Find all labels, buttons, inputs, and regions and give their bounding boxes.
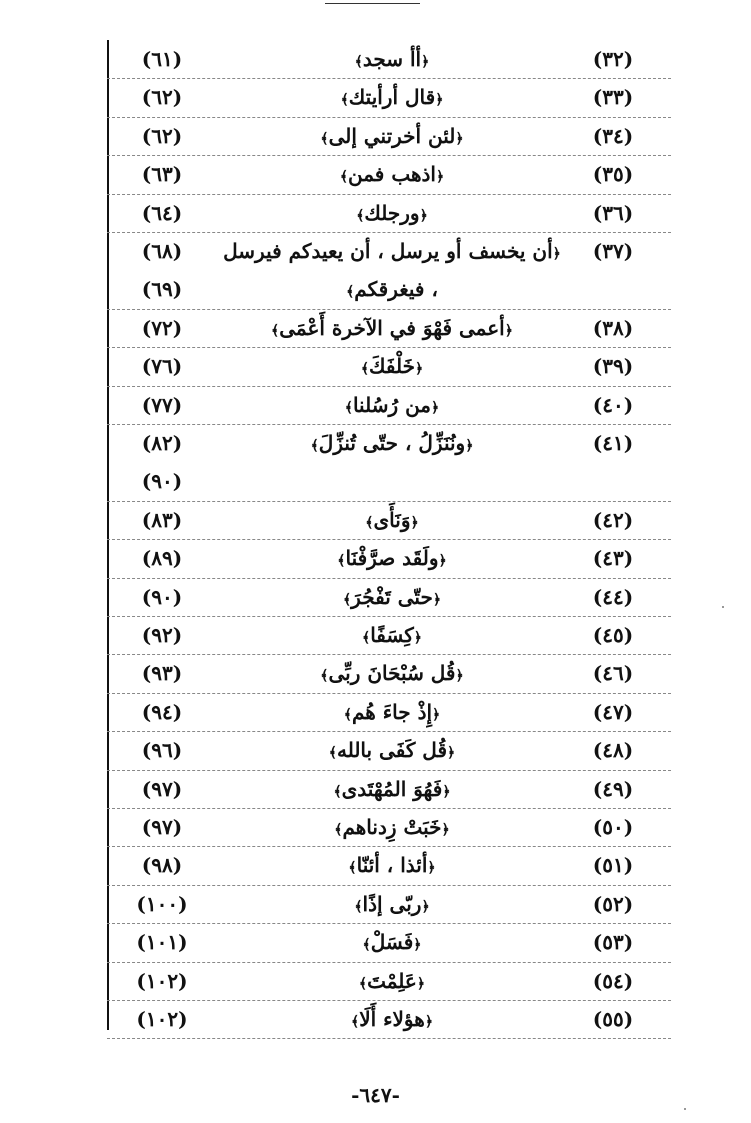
- verse-text: [217, 578, 567, 616]
- ornate-bracket-close-icon: ﴾: [344, 399, 353, 416]
- verse-number: (٣٣): [592, 85, 634, 110]
- page-reference: (٦٩): [141, 277, 183, 302]
- index-row: [107, 885, 671, 924]
- index-row: [107, 962, 671, 1001]
- verse-number: (٤١): [592, 431, 634, 455]
- verse-text: [217, 117, 567, 155]
- index-row-line: [107, 386, 671, 424]
- index-row: [107, 155, 671, 194]
- page-reference: (٩٦): [141, 738, 183, 763]
- verse-words: أن يخسف أو يرسل ، أن يعيدكم فيرسل: [223, 239, 553, 263]
- page-reference: (٩٠): [141, 469, 183, 494]
- ornate-bracket-open-icon: ﴿: [432, 706, 441, 723]
- verse-text: [217, 616, 567, 654]
- page-reference: (٩٨): [141, 853, 183, 878]
- verse-text: [217, 1000, 567, 1038]
- ornate-bracket-close-icon: ﴾: [354, 898, 363, 915]
- verse-number: (٤٨): [592, 738, 634, 763]
- verse-number: (٣٦): [592, 200, 634, 225]
- page-reference: (٨٢): [141, 431, 183, 455]
- index-row: [107, 539, 671, 578]
- page-reference: (١٠١): [136, 930, 188, 955]
- index-row: [107, 578, 671, 617]
- index-row-line: [107, 962, 671, 1000]
- verse-number: (٣٩): [592, 354, 634, 379]
- index-row-line: [107, 770, 671, 808]
- page-reference: (٩٧): [141, 776, 183, 801]
- verse-text: [217, 846, 567, 884]
- verse-text: [217, 232, 567, 270]
- page-reference: (١٠٠): [136, 891, 188, 916]
- index-row: [107, 117, 671, 156]
- verse-words: قُل كَفَى بالله: [336, 738, 448, 763]
- index-row: [107, 501, 671, 540]
- ornate-bracket-open-icon: ﴿: [424, 1014, 434, 1030]
- ornate-bracket-open-icon: ﴿: [447, 745, 456, 762]
- ornate-bracket-close-icon: ﴾: [320, 668, 329, 685]
- verse-words: هؤلاء أَلَا: [359, 1007, 425, 1031]
- verse-words: كِسَفًا: [370, 623, 414, 647]
- index-row: [107, 731, 671, 770]
- verse-words: ولَقَد صرَّفْنَا: [345, 546, 439, 571]
- verse-words: ورجلك: [364, 200, 420, 225]
- page-reference: (٧٢): [141, 315, 183, 340]
- index-row: [107, 424, 671, 502]
- index-row-line: [107, 731, 671, 769]
- index-row: [107, 923, 671, 962]
- verse-number: (٥٠): [592, 815, 634, 839]
- page-reference: (٦٤): [141, 200, 183, 225]
- top-rule: [325, 3, 420, 4]
- verse-text: [217, 885, 567, 923]
- page-reference: (٩٧): [141, 815, 183, 839]
- index-row-line: [107, 808, 671, 846]
- index-row-line: [107, 616, 671, 654]
- verse-words: وَنَأَى: [373, 507, 411, 532]
- index-row-line: [107, 654, 671, 692]
- index-row: [107, 654, 671, 693]
- index-row: [107, 347, 671, 386]
- verse-text: [217, 962, 567, 1000]
- index-row-line: [107, 424, 671, 462]
- verse-text: [217, 194, 567, 232]
- index-row-line: [107, 462, 671, 500]
- index-row-line: [107, 693, 671, 731]
- index-row-line: [107, 270, 671, 308]
- verse-number: (٤٠): [592, 392, 634, 417]
- verse-text: [217, 347, 567, 385]
- verse-words: اذهب فمن: [348, 162, 436, 187]
- page-reference: (٩٠): [141, 584, 183, 609]
- index-row-line: [107, 309, 671, 347]
- verse-words: قُل سُبْحَانَ ربِّى: [328, 661, 456, 686]
- ornate-bracket-close-icon: ﴾: [310, 438, 319, 454]
- index-row-line: [107, 155, 671, 193]
- verse-number: (٣٥): [592, 162, 634, 187]
- speck: [722, 606, 724, 608]
- index-row: [107, 309, 671, 348]
- ornate-bracket-close-icon: ﴾: [271, 322, 280, 339]
- index-row: [107, 846, 671, 885]
- speck: [684, 1108, 686, 1110]
- index-row-line: [107, 923, 671, 961]
- page-reference: (٦٣): [141, 162, 183, 187]
- verse-text: [217, 539, 567, 577]
- verse-text: [217, 693, 567, 731]
- verse-words: عَلِمْتَ: [367, 968, 417, 993]
- ornate-bracket-close-icon: ﴾: [360, 361, 370, 378]
- page-reference: (١٠٢): [136, 1007, 188, 1031]
- ornate-bracket-close-icon: ﴾: [337, 553, 346, 570]
- verse-text: [217, 270, 567, 308]
- index-row-line: [107, 40, 671, 78]
- ornate-bracket-open-icon: ﴿: [432, 591, 442, 608]
- page-reference: (٩٢): [141, 623, 183, 647]
- verse-number: (٤٩): [592, 776, 634, 801]
- ornate-bracket-open-icon: ﴿: [465, 438, 474, 454]
- verse-words: من رُسُلنا: [352, 392, 432, 417]
- verse-text: [217, 731, 567, 769]
- ornate-bracket-open-icon: ﴿: [552, 246, 561, 262]
- verse-words: أعمى فَهْوَ في الآخرة أَعْمَى: [279, 315, 505, 340]
- ornate-bracket-close-icon: ﴾: [358, 975, 368, 992]
- verse-text: [217, 424, 567, 462]
- ornate-bracket-open-icon: ﴿: [504, 322, 513, 339]
- verse-words: خَلْفَكَ: [369, 354, 415, 379]
- verse-words: ونُنَزِّلُ ، حتّى تُنزِّلَ: [318, 431, 466, 455]
- ornate-bracket-close-icon: ﴾: [320, 130, 329, 147]
- ornate-bracket-open-icon: ﴿: [419, 207, 428, 224]
- ornate-bracket-close-icon: ﴾: [365, 514, 374, 531]
- verse-text: [217, 309, 567, 347]
- verse-text: [217, 923, 567, 961]
- ornate-bracket-close-icon: ﴾: [362, 937, 371, 954]
- ornate-bracket-open-icon: ﴿: [413, 630, 422, 646]
- index-row: [107, 808, 671, 847]
- index-row-line: [107, 194, 671, 232]
- verse-text: [217, 386, 567, 424]
- verse-number: (٣٨): [592, 315, 634, 340]
- index-row: [107, 194, 671, 233]
- ornate-bracket-open-icon: ﴿: [455, 130, 464, 147]
- page-reference: (٧٧): [141, 392, 183, 417]
- ornate-bracket-close-icon: ﴾: [328, 745, 337, 762]
- index-row: [107, 78, 671, 117]
- ornate-bracket-open-icon: ﴿: [441, 822, 450, 838]
- verse-number: (٥١): [592, 853, 634, 878]
- verse-number: (٤٤): [592, 584, 634, 609]
- index-row-line: [107, 232, 671, 270]
- page-reference: (٩٤): [141, 699, 183, 724]
- page-reference: (٦٨): [141, 239, 183, 263]
- index-row-line: [107, 501, 671, 539]
- ornate-bracket-close-icon: ﴾: [339, 169, 349, 186]
- ornate-bracket-open-icon: ﴿: [410, 514, 419, 531]
- page-reference: (٦٢): [141, 123, 183, 148]
- index-row-line: [107, 539, 671, 577]
- verse-text: [217, 808, 567, 846]
- verse-number: (٤٥): [592, 623, 634, 647]
- verse-text: [217, 155, 567, 193]
- page-reference: (٨٣): [141, 507, 183, 532]
- verse-number: (٣٤): [592, 123, 634, 148]
- verse-number: (٥٣): [592, 930, 634, 955]
- page-reference: (٨٩): [141, 546, 183, 571]
- index-row: [107, 616, 671, 655]
- verse-words: فَسَلْ: [370, 930, 414, 955]
- verse-words: ربّى إذًا: [362, 891, 422, 916]
- index-row-line: [107, 578, 671, 616]
- page-reference: (٦١): [141, 47, 183, 71]
- ornate-bracket-open-icon: ﴿: [421, 54, 430, 70]
- verse-words: أئذا ، أئنّا: [356, 853, 428, 878]
- verse-number: (٤٧): [592, 699, 634, 724]
- verse-words: فَهُوَ المُهْتَدى: [341, 776, 443, 801]
- ornate-bracket-open-icon: ﴿: [416, 975, 426, 992]
- verse-text: [217, 654, 567, 692]
- ornate-bracket-open-icon: ﴿: [413, 937, 422, 954]
- ornate-bracket-close-icon: ﴾: [342, 591, 352, 608]
- ornate-bracket-close-icon: ﴾: [340, 92, 349, 109]
- verse-number: (٥٢): [592, 891, 634, 916]
- ornate-bracket-open-icon: ﴿: [442, 783, 451, 800]
- ornate-bracket-open-icon: ﴿: [435, 169, 445, 186]
- verse-number: (٤٣): [592, 546, 634, 571]
- index-row-line: [107, 78, 671, 116]
- ornate-bracket-close-icon: ﴾: [350, 1014, 360, 1030]
- verse-text: [217, 78, 567, 116]
- verse-number: (٤٢): [592, 507, 634, 532]
- ornate-bracket-open-icon: ﴿: [435, 92, 444, 109]
- ornate-bracket-open-icon: ﴿: [431, 399, 440, 416]
- page-number: -٦٤٧-: [351, 1083, 400, 1107]
- verse-words: إِذْ جاءَ هُم: [351, 699, 433, 724]
- verse-number: (٣٢): [592, 47, 634, 71]
- ornate-bracket-close-icon: ﴾: [334, 822, 343, 838]
- index-row: [107, 232, 671, 310]
- verse-number: (٤٦): [592, 661, 634, 686]
- ornate-bracket-close-icon: ﴾: [356, 207, 365, 224]
- index-row: [107, 770, 671, 809]
- verse-words: قال أرأيتك: [348, 85, 436, 110]
- index-table: [107, 40, 671, 1030]
- verse-text: [217, 501, 567, 539]
- page-reference: (٧٦): [141, 354, 183, 379]
- ornate-bracket-open-icon: ﴿: [427, 860, 436, 877]
- page-reference: (٦٢): [141, 85, 183, 110]
- ornate-bracket-close-icon: ﴾: [362, 630, 371, 646]
- ornate-bracket-open-icon: ﴿: [455, 668, 464, 685]
- verse-words: خَبَتْ زِدناهم: [342, 815, 442, 839]
- ornate-bracket-close-icon: ﴾: [333, 783, 342, 800]
- ornate-bracket-close-icon: ﴾: [343, 706, 352, 723]
- verse-words: ، فيغرقكم: [354, 277, 438, 302]
- index-row-line: [107, 846, 671, 884]
- verse-words: أأ سجد: [362, 47, 422, 71]
- index-row: [107, 386, 671, 425]
- index-row-line: [107, 117, 671, 155]
- verse-number: (٥٥): [592, 1007, 634, 1031]
- index-row: [107, 40, 671, 79]
- verse-text: [217, 770, 567, 808]
- index-row: [107, 693, 671, 732]
- ornate-bracket-close-icon: ﴾: [354, 54, 363, 70]
- verse-words: لئن أخرتني إلى: [328, 123, 456, 148]
- verse-number: (٣٧): [592, 239, 634, 263]
- index-row-line: [107, 1000, 671, 1038]
- ornate-bracket-open-icon: ﴿: [438, 553, 447, 570]
- page-reference: (١٠٢): [136, 968, 188, 993]
- ornate-bracket-open-icon: ﴿: [421, 898, 430, 915]
- index-row-line: [107, 885, 671, 923]
- verse-words: حتّى تَفْجُرَ: [351, 584, 433, 609]
- index-row: [107, 1000, 671, 1039]
- index-row-line: [107, 347, 671, 385]
- ornate-bracket-close-icon: ﴾: [346, 284, 355, 301]
- page-reference: (٩٣): [141, 661, 183, 686]
- ornate-bracket-open-icon: ﴿: [414, 361, 424, 378]
- verse-number: (٥٤): [592, 968, 634, 993]
- verse-text: [217, 40, 567, 78]
- ornate-bracket-close-icon: ﴾: [348, 860, 357, 877]
